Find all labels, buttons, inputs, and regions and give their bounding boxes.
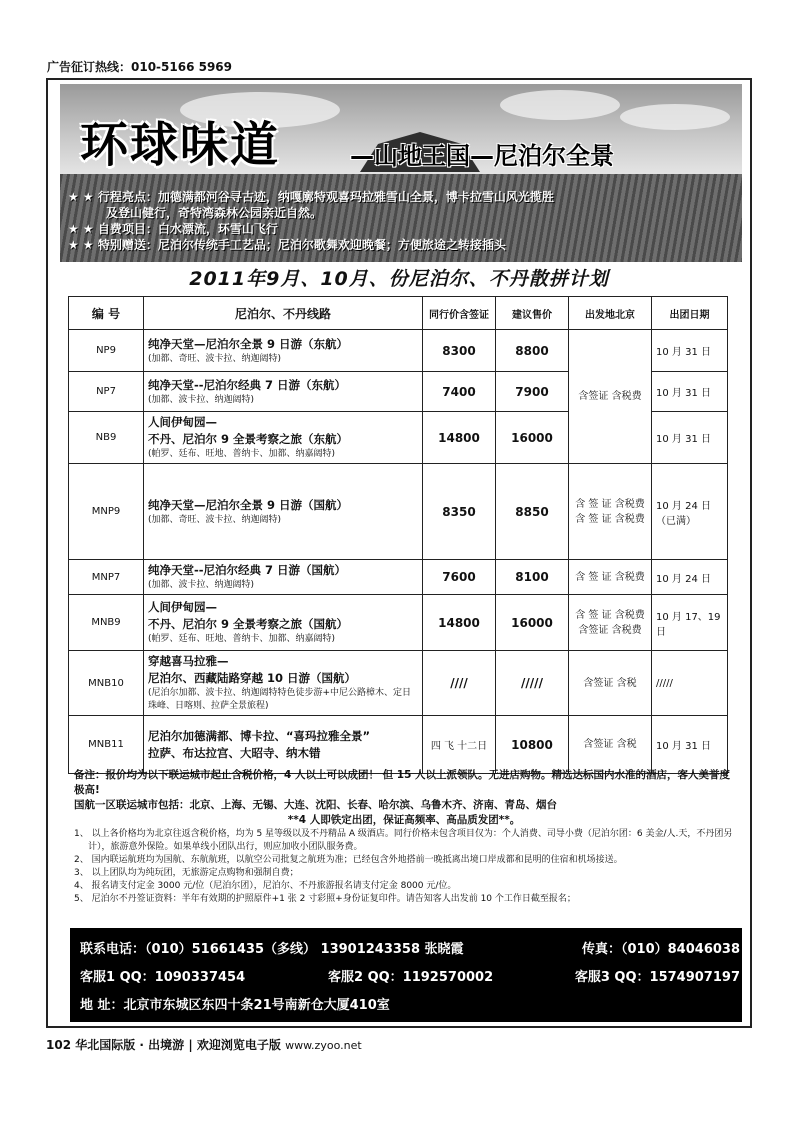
row-route bbox=[144, 595, 423, 651]
peer-price: 14800 bbox=[423, 595, 496, 651]
tour-date: 10 月 24 日（已满） bbox=[652, 464, 728, 560]
ad-hotline: 广告征订热线：010-5166 5969 bbox=[47, 60, 233, 74]
contact-qq2: 客服2 QQ：1192570002 bbox=[328, 970, 494, 985]
header-departure: 出发地北京 bbox=[569, 297, 652, 330]
row-route bbox=[144, 716, 423, 774]
peer-price: 7400 bbox=[423, 372, 496, 412]
route-title: 不丹、尼泊尔 9 全景考察之旅（国航） bbox=[148, 617, 349, 631]
row-code: NB9 bbox=[69, 412, 144, 464]
schedule-heading: 2011年9月、10月、份尼泊尔、不丹散拼计划 bbox=[189, 268, 609, 290]
contact-row-phone bbox=[80, 938, 740, 957]
contact-address: 地 址：北京市东城区东四十条21号南新仓大厦410室 bbox=[80, 998, 390, 1013]
header-route: 尼泊尔、不丹线路 bbox=[144, 297, 423, 330]
row-code: NP7 bbox=[69, 372, 144, 412]
contact-row-qq bbox=[80, 966, 740, 985]
cloud-shape bbox=[620, 104, 730, 130]
row-route bbox=[144, 372, 423, 412]
row-route bbox=[144, 330, 423, 372]
table-row bbox=[69, 464, 728, 560]
contact-box bbox=[70, 928, 742, 1022]
table-row bbox=[69, 595, 728, 651]
header-code: 编 号 bbox=[69, 297, 144, 330]
peer-price: 8350 bbox=[423, 464, 496, 560]
route-title: 纯净天堂--尼泊尔经典 7 日游（国航） bbox=[148, 563, 347, 577]
route-title: 不丹、尼泊尔 9 全景考察之旅（东航） bbox=[148, 432, 349, 446]
route-sub: (帕罗、廷布、旺地、普纳卡、加都、纳嘉阔特) bbox=[148, 449, 336, 459]
route-sub: (加都、波卡拉、纳迦阔特) bbox=[148, 394, 255, 405]
suggest-price: ///// bbox=[496, 651, 569, 716]
tour-date: 10 月 17、19 日 bbox=[652, 595, 728, 651]
contact-qq3: 客服3 QQ：1574907197 bbox=[574, 970, 740, 985]
banner-title: 环球味道 bbox=[80, 117, 281, 173]
banner bbox=[60, 84, 742, 262]
suggest-price: 16000 bbox=[496, 412, 569, 464]
suggest-price: 8100 bbox=[496, 560, 569, 595]
departure-info: 含 签 证 含税费 含签证 含税费 bbox=[569, 595, 652, 651]
route-sub: (帕罗、廷布、旺地、普纳卡、加都、纳嘉阔特) bbox=[148, 634, 336, 644]
suggest-price: 8850 bbox=[496, 464, 569, 560]
suggest-price: 7900 bbox=[496, 372, 569, 412]
route-title: 尼泊尔、西藏陆路穿越 10 日游（国航） bbox=[148, 671, 357, 685]
peer-price: 四 飞 十二日 bbox=[423, 716, 496, 774]
peer-price: //// bbox=[423, 651, 496, 716]
departure-info: 含 签 证 含税费 bbox=[569, 560, 652, 595]
page-footer bbox=[46, 1036, 362, 1053]
route-sub: (加都、波卡拉、纳迦阔特) bbox=[148, 580, 255, 590]
banner-subtitle: —山地王国—尼泊尔全景 bbox=[350, 142, 614, 170]
contact-phone: 联系电话：（010）51661435（多线） 13901243358 张晓霞 bbox=[80, 942, 464, 957]
tour-date: ///// bbox=[652, 651, 728, 716]
note-item: 1、 以上各价格均为北京往返含税价格，均为 5 星等级以及不丹精品 A 级酒店。同行价格未包含项目仅为：个人消费、司导小费（尼泊尔团：6 美金/人.天，不丹团另计），旅游意外保险。如果单线小团队出行，则应加收小团队服务费。 bbox=[74, 829, 733, 852]
note-item: 3、 以上团队均为纯玩团，无旅游定点购物和强制自费； bbox=[74, 868, 299, 878]
suggest-price: 8800 bbox=[496, 330, 569, 372]
table-row bbox=[69, 330, 728, 372]
highlight-line: ★ ★ 自费项目：白水漂流，环雪山飞行 bbox=[68, 222, 278, 236]
departure-info: 含签证 含税 bbox=[569, 651, 652, 716]
contact-fax: 传真：（010）84046038 bbox=[582, 942, 740, 957]
footer-website[interactable]: www.zyoo.net bbox=[285, 1039, 362, 1052]
note-guarantee: **4 人即铁定出团，保证高频率、高品质发团**。 bbox=[287, 814, 521, 826]
highlight-line: 及登山健行，奇特湾森林公园亲近自然。 bbox=[106, 206, 323, 220]
departure-info: 含 签 证 含税费 含 签 证 含税费 bbox=[569, 464, 652, 560]
header-date: 出团日期 bbox=[652, 297, 728, 330]
routes-table bbox=[68, 296, 728, 774]
route-sub: (加都、奇旺、波卡拉、纳迦阔特) bbox=[148, 353, 282, 364]
highlight-line: ★ ★ 行程亮点：加德满都河谷寻古迹，纳嘎廓特观喜玛拉雅雪山全景，博卡拉雪山风光揽胜 bbox=[68, 190, 554, 204]
contact-qq1: 客服1 QQ：1090337454 bbox=[80, 970, 246, 985]
tour-date: 10 月 31 日 bbox=[652, 330, 728, 372]
route-title: 人间伊甸园— bbox=[148, 600, 217, 614]
table-row bbox=[69, 560, 728, 595]
row-route bbox=[144, 464, 423, 560]
route-title: 尼泊尔加德满都、博卡拉、“喜玛拉雅全景” bbox=[148, 728, 371, 743]
suggest-price: 10800 bbox=[496, 716, 569, 774]
row-code: NP9 bbox=[69, 330, 144, 372]
row-route bbox=[144, 560, 423, 595]
note-item: 4、 报名请支付定金 3000 元/位（尼泊尔团），尼泊尔、不丹旅游报名请支付定金 8000 元/位。 bbox=[74, 881, 457, 891]
departure-info: 含签证 含税费 bbox=[569, 330, 652, 464]
row-code: MNP9 bbox=[69, 464, 144, 560]
route-title: 拉萨、布达拉宫、大昭寺、纳木错 bbox=[148, 745, 321, 760]
peer-price: 14800 bbox=[423, 412, 496, 464]
highlight-line: ★ ★ 特别赠送：尼泊尔传统手工艺品；尼泊尔歌舞欢迎晚餐；方便旅途之转接插头 bbox=[68, 238, 506, 252]
tour-date: 10 月 24 日 bbox=[652, 560, 728, 595]
notes-section bbox=[74, 768, 734, 906]
note-item: 2、 国内联运航班均为国航、东航航班，以航空公司批复之航班为准；已经包含外地搭前一晚抵离出境口岸成都和昆明的住宿和机场接送。 bbox=[74, 855, 623, 865]
route-title: 人间伊甸园— bbox=[148, 415, 217, 429]
row-code: MNB10 bbox=[69, 651, 144, 716]
row-route bbox=[144, 412, 423, 464]
route-title: 纯净天堂—尼泊尔全景 9 日游（国航） bbox=[148, 497, 349, 512]
departure-info: 含签证 含税 bbox=[569, 716, 652, 774]
route-title: 纯净天堂--尼泊尔经典 7 日游（东航） bbox=[148, 377, 347, 392]
route-sub: (尼泊尔加都、波卡拉、纳迦阔特特色徒步游+中尼公路樟木、定日珠峰、日喀则、拉萨全景旅程) bbox=[148, 688, 412, 711]
suggest-price: 16000 bbox=[496, 595, 569, 651]
peer-price: 8300 bbox=[423, 330, 496, 372]
table-header-row bbox=[69, 297, 728, 330]
tour-date: 10 月 31 日 bbox=[652, 372, 728, 412]
row-code: MNP7 bbox=[69, 560, 144, 595]
table-row bbox=[69, 651, 728, 716]
ad-frame bbox=[46, 78, 752, 1028]
header-suggest-price: 建议售价 bbox=[496, 297, 569, 330]
header-peer-price: 同行价含签证 bbox=[423, 297, 496, 330]
peer-price: 7600 bbox=[423, 560, 496, 595]
route-title: 穿越喜马拉雅— bbox=[148, 654, 229, 668]
tour-date: 10 月 31 日 bbox=[652, 412, 728, 464]
note-cities: 国航一区联运城市包括：北京、上海、无锡、大连、沈阳、长春、哈尔滨、乌鲁木齐、济南、青岛、烟台 bbox=[74, 799, 557, 811]
note-item: 5、 尼泊尔不丹签证资料：半年有效期的护照原件+1 张 2 寸彩照+身份证复印件。请告知客人出发前 10 个工作日截至报名； bbox=[74, 894, 576, 904]
cloud-shape bbox=[500, 90, 620, 120]
row-code: MNB11 bbox=[69, 716, 144, 774]
row-route bbox=[144, 651, 423, 716]
route-title: 纯净天堂—尼泊尔全景 9 日游（东航） bbox=[148, 336, 349, 351]
tour-date: 10 月 31 日 bbox=[652, 716, 728, 774]
row-code: MNB9 bbox=[69, 595, 144, 651]
table-row bbox=[69, 716, 728, 774]
note-remark: 备注：报价均为以下联运城市起止含税价格，4 人以上可以成团！ 但 15 人以上派领队。无进店购物。精选达标国内水准的酒店，客人美誉度极高! bbox=[74, 769, 731, 796]
footer-text: 102 华北国际版 · 出境游 | 欢迎浏览电子版 bbox=[46, 1038, 281, 1052]
route-sub: (加都、奇旺、波卡拉、纳迦阔特) bbox=[148, 514, 282, 525]
